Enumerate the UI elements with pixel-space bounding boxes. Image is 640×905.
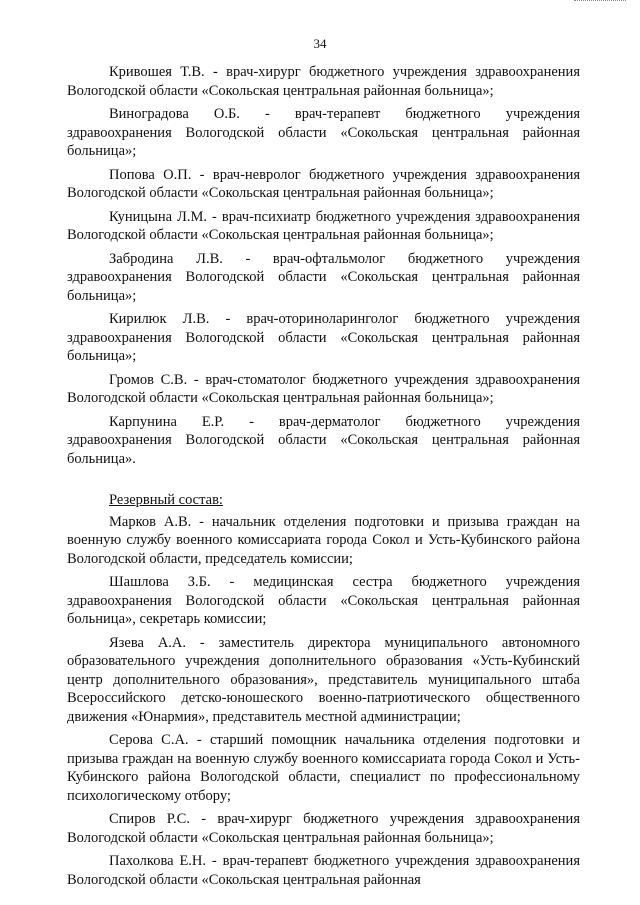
reserve-member-entry: Марков А.В. - начальник отделения подготовки и призыва граждан на военную службу военного комиссариата города Сокол и Усть-Кубинского района Вологодской области, председатель комиссии; <box>67 513 580 567</box>
member-entry: Куницына Л.М. - врач-психиатр бюджетного учреждения здравоохранения Вологодской области «Сокольская центральная районная больница»; <box>67 208 580 243</box>
member-entry: Кривошея Т.В. - врач-хирург бюджетного учреждения здравоохранения Вологодской области «Сокольская центральная районная больница»; <box>67 64 580 99</box>
page-corner-mark <box>574 0 626 3</box>
document-body <box>67 63 580 894</box>
reserve-member-entry: Язева А.А. - заместитель директора муниципального автономного образовательного учреждения дополнительного образования «Усть-Кубинский центр дополнительного образования», представитель муниципального штаба Всероссийского детско-юношеского военно-патриотического общественного движения «Юнармия», представитель местной администрации; <box>67 634 580 725</box>
reserve-member-entry: Спиров Р.С. - врач-хирург бюджетного учреждения здравоохранения Вологодской области «Сокольская центральная районная больница»; <box>67 811 580 846</box>
member-entry: Карпунина Е.Р. - врач-дерматолог бюджетного учреждения здравоохранения Вологодской области «Сокольская центральная районная больница». <box>67 413 580 467</box>
member-entry: Виноградова О.Б. - врач-терапевт бюджетного учреждения здравоохранения Вологодской области «Сокольская центральная районная больница»; <box>67 106 580 159</box>
reserve-member-entry: Пахолкова Е.Н. - врач-терапевт бюджетного учреждения здравоохранения Вологодской области «Сокольская центральная районная <box>67 853 580 888</box>
member-entry: Кирилюк Л.В. - врач-оториноларинголог бюджетного учреждения здравоохранения Вологодской области «Сокольская центральная районная больница»; <box>67 311 580 364</box>
member-entry: Забродина Л.В. - врач-офтальмолог бюджетного учреждения здравоохранения Вологодской области «Сокольская центральная районная больница»; <box>67 250 580 304</box>
section-gap <box>67 473 580 491</box>
reserve-member-entry: Шашлова З.Б. - медицинская сестра бюджетного учреждения здравоохранения Вологодской области «Сокольская центральная районная больница», секретарь комиссии; <box>67 574 580 627</box>
reserve-heading: Резервный состав: <box>109 492 223 508</box>
member-entry: Громов С.В. - врач-стоматолог бюджетного учреждения здравоохранения Вологодской области «Сокольская центральная районная больница»; <box>67 371 580 406</box>
page-number: 34 <box>313 36 327 51</box>
reserve-member-entry: Серова С.А. - старший помощник начальника отделения подготовки и призыва граждан на военную службу военного комиссариата города Сокол и Усть-Кубинского района Вологодской области, специалист по профессиональному психологическому отбору; <box>67 732 580 804</box>
member-entry: Попова О.П. - врач-невролог бюджетного учреждения здравоохранения Вологодской области «Сокольская центральная районная больница»; <box>67 166 580 201</box>
